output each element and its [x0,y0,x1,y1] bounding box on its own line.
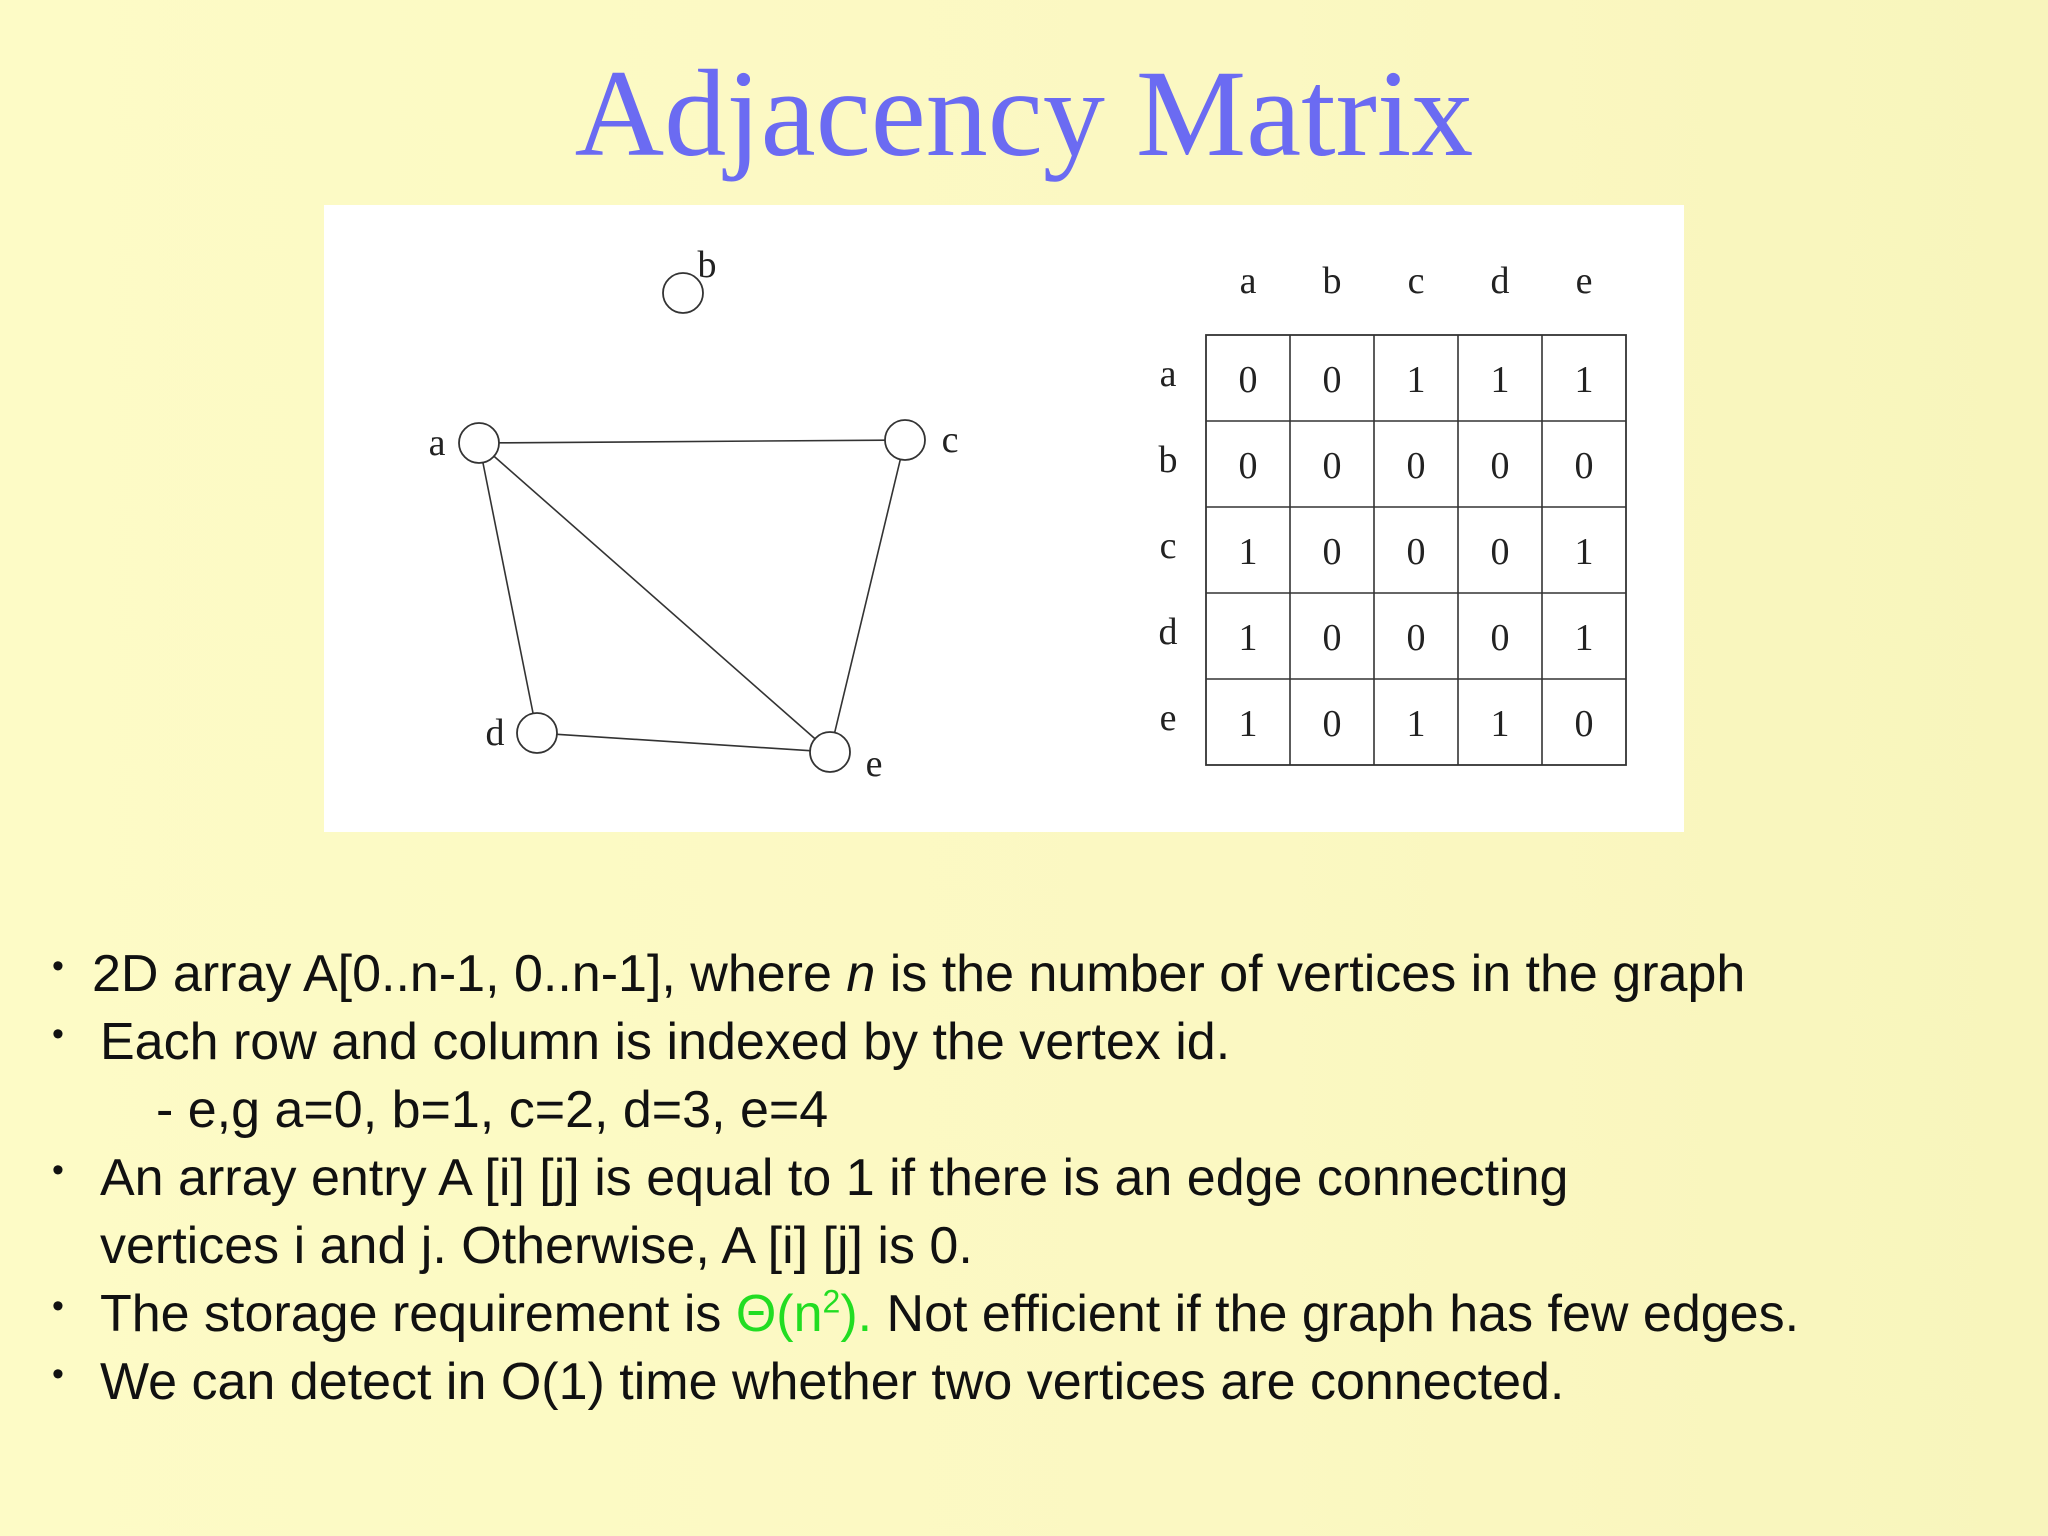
bullet-dot: • [52,1015,64,1053]
matrix-cell: 0 [1322,359,1342,401]
matrix-cell: 0 [1238,359,1258,401]
matrix-col-header-d: d [1490,260,1510,302]
matrix-col-header-a: a [1239,260,1257,302]
matrix-row-header-e: e [1159,697,1177,739]
figure-panel [324,205,1684,832]
bullet-list [52,940,2032,1416]
matrix-cell: 1 [1238,531,1258,573]
slide-title: Adjacency Matrix [574,45,1474,182]
bullet-1: • 2D array A[0..n-1, 0..n-1], where n is the number of vertices in the graph [52,940,2032,1008]
bullet-dot: • [52,947,64,985]
graph-edge-a-c [499,440,885,443]
matrix-row-header-c: c [1159,525,1177,567]
matrix-cell: 1 [1574,617,1594,659]
matrix-cell: 0 [1238,445,1258,487]
matrix-col-header-c: c [1407,260,1425,302]
matrix-cell: 0 [1322,531,1342,573]
matrix-cell: 0 [1574,703,1594,745]
graph-node-c [885,420,925,460]
bullet-5: • We can detect in O(1) time whether two vertices are connected. [52,1348,2032,1416]
matrix-cell: 1 [1406,703,1426,745]
graph-node-label-c: c [941,419,959,461]
matrix-row-header-a: a [1159,353,1177,395]
matrix-cell: 0 [1322,445,1342,487]
matrix-cell: 0 [1406,445,1426,487]
matrix-cell: 0 [1574,445,1594,487]
bullet-2: • Each row and column is indexed by the vertex id. [52,1008,2032,1076]
matrix-cell: 0 [1406,617,1426,659]
matrix-cell: 0 [1322,703,1342,745]
matrix-col-header-e: e [1575,260,1593,302]
graph-edge-d-e [557,734,810,750]
matrix-cell: 0 [1490,617,1510,659]
matrix-cell: 1 [1490,359,1510,401]
graph-node-label-d: d [485,712,505,754]
graph-node-label-b: b [697,244,717,286]
matrix-cell: 1 [1406,359,1426,401]
graph-edge-c-e [835,459,901,732]
matrix-cell: 1 [1574,359,1594,401]
matrix-cell: 1 [1238,703,1258,745]
graph-and-matrix-figure [324,205,1684,832]
bullet-dot: • [52,1151,64,1189]
matrix-cell: 0 [1490,445,1510,487]
graph-edge-a-d [483,463,533,714]
matrix-cell: 0 [1490,531,1510,573]
graph-node-e [810,732,850,772]
graph-node-d [517,713,557,753]
matrix-cell: 0 [1406,531,1426,573]
bullet-4: • The storage requirement is $\Theta(n^2)$. Not efficient if the graph has few edges. [52,1280,2032,1348]
bullet-dot: • [52,1355,64,1393]
matrix-cell: 1 [1238,617,1258,659]
bullet-3: • An array entry A [i] [j] is equal to 1 if there is an edge connecting [52,1144,2032,1212]
matrix-row-header-b: b [1158,439,1178,481]
graph-edge-a-e [494,456,815,739]
bullet-2-subitem: - e,g a=0, b=1, c=2, d=3, e=4 [156,1081,829,1139]
matrix-row-header-d: d [1158,611,1178,653]
graph-node-a [459,423,499,463]
matrix-cell: 0 [1322,617,1342,659]
bullet-3-continuation: vertices i and j. Otherwise, A [i] [j] is 0. [100,1217,973,1275]
graph-node-label-e: e [865,743,883,785]
theta-notation: $\Theta(n^2)$. [735,1283,873,1343]
matrix-cell: 1 [1490,703,1510,745]
matrix-col-header-b: b [1322,260,1342,302]
graph-node-label-a: a [428,422,446,464]
matrix-cell: 1 [1574,531,1594,573]
bullet-dot: • [52,1287,64,1325]
